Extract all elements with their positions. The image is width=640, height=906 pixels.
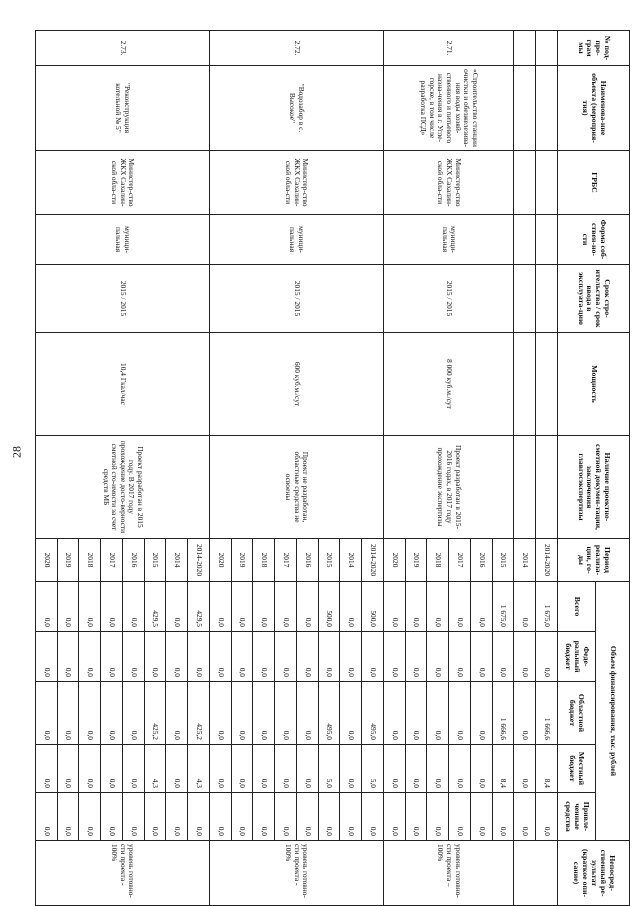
attracted-cell: 0,0 [492, 793, 514, 841]
total-cell: 0,0 [36, 582, 58, 632]
attracted-cell: 0,0 [188, 793, 210, 841]
period-cell: 2015 [144, 539, 166, 582]
header-finance-group: Объем финансирования, тыс. рублей [596, 582, 630, 841]
period-cell: 2014 [340, 539, 362, 582]
object-ownership: муници-пальная [36, 215, 210, 265]
empty-cell [536, 31, 558, 66]
empty-cell [536, 333, 558, 436]
federal-cell: 0,0 [405, 632, 427, 682]
local-cell: 0,0 [427, 745, 449, 793]
header-ownership: Форма соб-ствен-но-сти [558, 215, 630, 265]
local-cell: 0,0 [210, 745, 232, 793]
object-name: "Водозабор в с. Высокое" [210, 66, 384, 151]
local-cell: 0,0 [101, 745, 123, 793]
local-cell: 4,3 [144, 745, 166, 793]
header-local: Местный бюджет [558, 745, 596, 793]
empty-cell [514, 436, 536, 539]
regional-cell: 425,2 [188, 682, 210, 745]
regional-cell: 0,0 [471, 682, 493, 745]
total-cell: 0,0 [231, 582, 253, 632]
period-cell: 2020 [384, 539, 406, 582]
empty-cell [536, 66, 558, 151]
total-cell: 0,0 [275, 582, 297, 632]
attracted-cell: 0,0 [123, 793, 145, 841]
regional-cell: 0,0 [210, 682, 232, 745]
object-docs: Проект разработан в 2015-2016 годах, в 2017 году прохождение экспертизы [384, 436, 515, 539]
regional-cell: 1 666,6 [492, 682, 514, 745]
period-cell: 2014-2020 [188, 539, 210, 582]
object-term: 2015 / 2015 [384, 265, 515, 333]
page-number-strip [0, 0, 34, 905]
total-cell: 1 675,0 [492, 582, 514, 632]
header-name: Наименова-ние объекта (мероприя-тия) [558, 66, 630, 151]
regional-cell: 0,0 [340, 682, 362, 745]
regional-cell: 0,0 [166, 682, 188, 745]
local-cell: 0,0 [405, 745, 427, 793]
regional-cell: 0,0 [57, 682, 79, 745]
empty-cell [536, 436, 558, 539]
federal-cell: 0,0 [471, 632, 493, 682]
attracted-cell: 0,0 [297, 793, 319, 841]
object-docs: Проект разработан в 2015 году. В 2017 году прохождение досто-верности сметной сто-имости за счет средств МБ [36, 436, 210, 539]
local-cell: 0,0 [471, 745, 493, 793]
local-cell: 0,0 [275, 745, 297, 793]
period-cell: 2020 [210, 539, 232, 582]
empty-cell [514, 151, 536, 215]
empty-cell [536, 151, 558, 215]
object-power: 8 000 куб.м./сут [384, 333, 515, 436]
total-cell: 500,0 [362, 582, 384, 632]
attracted-cell: 0,0 [231, 793, 253, 841]
empty-cell [514, 215, 536, 265]
page-number: 28 [9, 446, 24, 458]
header-term: Срок стро-ительства / срок ввода в эксплуата-цию [558, 265, 630, 333]
total-cell: 0,0 [123, 582, 145, 632]
local-cell: 0,0 [449, 745, 471, 793]
object-ownership: муници-пальная [384, 215, 515, 265]
period-cell: 2017 [275, 539, 297, 582]
local-cell: 5,0 [318, 745, 340, 793]
total-cell: 0,0 [449, 582, 471, 632]
regional-cell: 495,0 [318, 682, 340, 745]
object-name: «Строительство станции очистки и обезжелезива-ния воды хозяй-ственного и питьевого назна-чения в г. Угле-горске, в том числе разработка ПСД» [384, 66, 515, 151]
object-num: 2.72. [210, 31, 384, 66]
federal-cell: 0,0 [536, 632, 558, 682]
federal-cell: 0,0 [297, 632, 319, 682]
attracted-cell: 0,0 [36, 793, 58, 841]
total-cell: 0,0 [340, 582, 362, 632]
regional-cell: 0,0 [514, 682, 536, 745]
regional-cell: 0,0 [123, 682, 145, 745]
object-result: уровень готовно-сти проекта - 100% [210, 841, 384, 906]
regional-cell: 0,0 [275, 682, 297, 745]
attracted-cell: 0,0 [427, 793, 449, 841]
local-cell: 0,0 [123, 745, 145, 793]
attracted-cell: 0,0 [471, 793, 493, 841]
object-result: уровень готовно-сти проекта – 100% [384, 841, 515, 906]
local-cell: 0,0 [384, 745, 406, 793]
local-cell: 8,4 [492, 745, 514, 793]
local-cell: 0,0 [79, 745, 101, 793]
period-cell: 2015 [492, 539, 514, 582]
regional-cell: 0,0 [384, 682, 406, 745]
object-result: уровень готовно-сти проекта - 100% [36, 841, 210, 906]
table-row [362, 31, 384, 906]
regional-cell: 0,0 [79, 682, 101, 745]
object-power: 600 куб.м./сут [210, 333, 384, 436]
regional-cell: 0,0 [253, 682, 275, 745]
regional-cell: 495,0 [362, 682, 384, 745]
attracted-cell: 0,0 [101, 793, 123, 841]
attracted-cell: 0,0 [253, 793, 275, 841]
empty-cell [536, 215, 558, 265]
period-cell: 2016 [471, 539, 493, 582]
attracted-cell: 0,0 [144, 793, 166, 841]
federal-cell: 0,0 [384, 632, 406, 682]
empty-cell [514, 333, 536, 436]
federal-cell: 0,0 [79, 632, 101, 682]
header-total: Всего [558, 582, 596, 632]
empty-cell [514, 31, 536, 66]
local-cell: 0,0 [514, 745, 536, 793]
period-cell: 2015 [318, 539, 340, 582]
federal-cell: 0,0 [101, 632, 123, 682]
attracted-cell: 0,0 [449, 793, 471, 841]
table-body [36, 31, 558, 906]
period-cell: 2020 [36, 539, 58, 582]
total-cell: 0,0 [253, 582, 275, 632]
local-cell: 0,0 [340, 745, 362, 793]
local-cell: 5,0 [362, 745, 384, 793]
regional-cell: 0,0 [36, 682, 58, 745]
regional-cell: 0,0 [297, 682, 319, 745]
object-num: 2.73. [36, 31, 210, 66]
federal-cell: 0,0 [123, 632, 145, 682]
period-cell: 2019 [57, 539, 79, 582]
period-cell: 2019 [405, 539, 427, 582]
total-cell: 0,0 [297, 582, 319, 632]
table-row [188, 31, 210, 906]
object-grbs: Министер-ство ЖКХ Сахалин-ской обла-сти [36, 151, 210, 215]
object-grbs: Министер-ство ЖКХ Сахалин-ской обла-сти [384, 151, 515, 215]
local-cell: 8,4 [536, 745, 558, 793]
attracted-cell: 0,0 [57, 793, 79, 841]
empty-cell [514, 66, 536, 151]
total-cell: 1 675,0 [536, 582, 558, 632]
attracted-cell: 0,0 [384, 793, 406, 841]
regional-cell: 0,0 [427, 682, 449, 745]
header-docs: Наличие проектно-сметной докумен-тации, заключения главгосэкспертизы [558, 436, 630, 539]
federal-cell: 0,0 [210, 632, 232, 682]
local-cell: 0,0 [253, 745, 275, 793]
period-cell: 2014-2020 [362, 539, 384, 582]
federal-cell: 0,0 [188, 632, 210, 682]
period-cell: 2019 [231, 539, 253, 582]
local-cell: 4,3 [188, 745, 210, 793]
local-cell: 0,0 [166, 745, 188, 793]
period-cell: 2018 [79, 539, 101, 582]
table-row [536, 31, 558, 906]
header-result: Непосред-ственный ре-зультат (краткое опи-сание) [558, 841, 630, 906]
federal-cell: 0,0 [514, 632, 536, 682]
header-num: № под-про-грам мы [558, 31, 630, 66]
total-cell: 0,0 [101, 582, 123, 632]
federal-cell: 0,0 [231, 632, 253, 682]
federal-cell: 0,0 [427, 632, 449, 682]
attracted-cell: 0,0 [362, 793, 384, 841]
empty-cell [536, 265, 558, 333]
attracted-cell: 0,0 [514, 793, 536, 841]
object-grbs: Министер-ство ЖКХ Сахалин-ской обла-сти [210, 151, 384, 215]
period-cell: 2014-2020 [536, 539, 558, 582]
regional-cell: 1 666,6 [536, 682, 558, 745]
attracted-cell: 0,0 [210, 793, 232, 841]
object-term: 2015 / 2015 [210, 265, 384, 333]
local-cell: 0,0 [57, 745, 79, 793]
attracted-cell: 0,0 [405, 793, 427, 841]
period-cell: 2014 [166, 539, 188, 582]
header-regional: Областной бюджет [558, 682, 596, 745]
federal-cell: 0,0 [340, 632, 362, 682]
federal-cell: 0,0 [362, 632, 384, 682]
attracted-cell: 0,0 [536, 793, 558, 841]
regional-cell: 0,0 [405, 682, 427, 745]
federal-cell: 0,0 [275, 632, 297, 682]
attracted-cell: 0,0 [340, 793, 362, 841]
total-cell: 0,0 [210, 582, 232, 632]
attracted-cell: 0,0 [79, 793, 101, 841]
total-cell: 0,0 [427, 582, 449, 632]
total-cell: 429,5 [144, 582, 166, 632]
table-row [492, 31, 514, 906]
total-cell: 0,0 [514, 582, 536, 632]
local-cell: 0,0 [231, 745, 253, 793]
table-header [558, 31, 630, 906]
object-term: 2015 / 2015 [36, 265, 210, 333]
regional-cell: 0,0 [231, 682, 253, 745]
period-cell: 2016 [297, 539, 319, 582]
attracted-cell: 0,0 [318, 793, 340, 841]
total-cell: 500,0 [318, 582, 340, 632]
object-num: 2.71. [384, 31, 515, 66]
total-cell: 0,0 [405, 582, 427, 632]
federal-cell: 0,0 [36, 632, 58, 682]
header-attracted: Привле-ченные средства [558, 793, 596, 841]
total-cell: 0,0 [57, 582, 79, 632]
total-cell: 0,0 [166, 582, 188, 632]
total-cell: 429,5 [188, 582, 210, 632]
header-period: Период реализа-ции, го-ды [558, 539, 630, 582]
attracted-cell: 0,0 [166, 793, 188, 841]
header-power: Мощность [558, 333, 630, 436]
period-cell: 2018 [427, 539, 449, 582]
federal-cell: 0,0 [492, 632, 514, 682]
federal-cell: 0,0 [449, 632, 471, 682]
table-row [514, 31, 536, 906]
federal-cell: 0,0 [318, 632, 340, 682]
period-cell: 2016 [123, 539, 145, 582]
period-cell: 2017 [449, 539, 471, 582]
period-cell: 2017 [101, 539, 123, 582]
object-name: "Реконструкция котельной № 5" [36, 66, 210, 151]
period-cell: 2014 [514, 539, 536, 582]
object-ownership: муници-пальная [210, 215, 384, 265]
regional-cell: 0,0 [449, 682, 471, 745]
local-cell: 0,0 [36, 745, 58, 793]
object-power: 10,4 Гкал/час [36, 333, 210, 436]
empty-cell [514, 265, 536, 333]
regional-cell: 0,0 [101, 682, 123, 745]
total-cell: 0,0 [79, 582, 101, 632]
header-grbs: ГРБС [558, 151, 630, 215]
total-cell: 0,0 [471, 582, 493, 632]
local-cell: 0,0 [297, 745, 319, 793]
header-federal: Феде-ральный бюджет [558, 632, 596, 682]
period-cell: 2018 [253, 539, 275, 582]
financing-table [35, 30, 630, 906]
federal-cell: 0,0 [253, 632, 275, 682]
federal-cell: 0,0 [57, 632, 79, 682]
total-cell: 0,0 [384, 582, 406, 632]
federal-cell: 0,0 [166, 632, 188, 682]
object-docs: Проект не разработан, областные средства не освоены [210, 436, 384, 539]
rotated-page [35, 30, 630, 905]
federal-cell: 0,0 [144, 632, 166, 682]
empty-cell [514, 841, 558, 906]
regional-cell: 425,2 [144, 682, 166, 745]
attracted-cell: 0,0 [275, 793, 297, 841]
